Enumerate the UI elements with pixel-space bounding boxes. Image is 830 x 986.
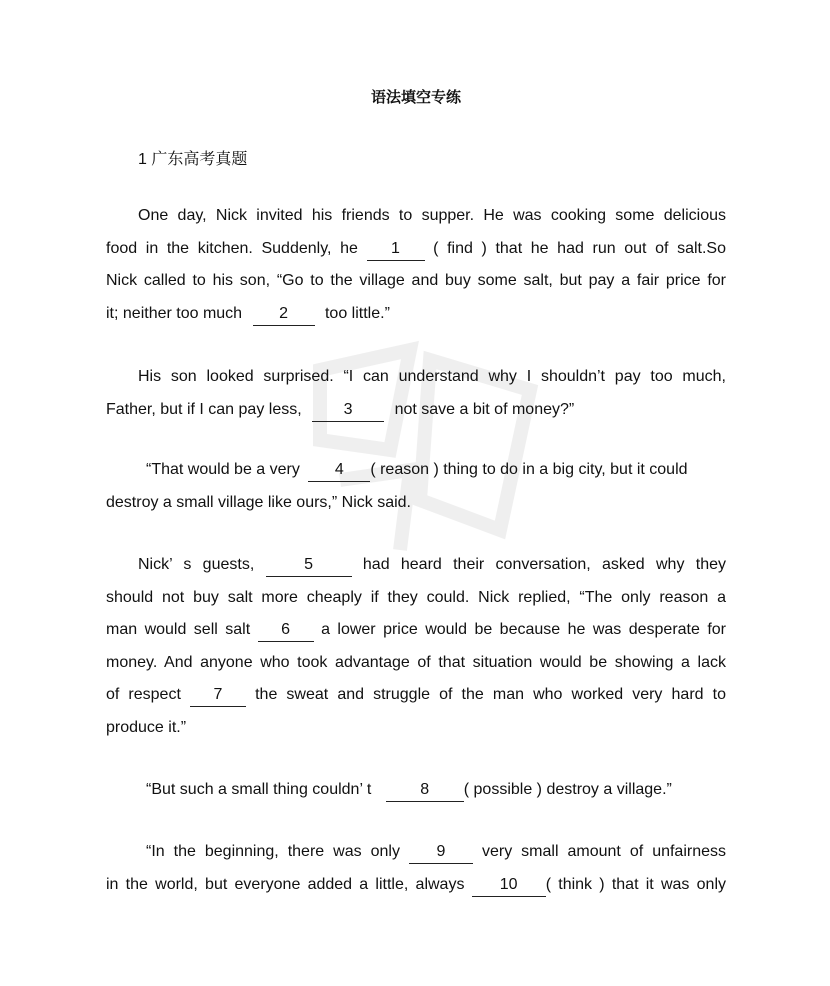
answer-blank-4[interactable]: 4 — [308, 460, 370, 482]
paragraph-4 — [106, 549, 726, 744]
text-line: money. And anyone who took advantage of that situation would be showing a lack — [106, 653, 726, 671]
answer-blank-5[interactable]: 5 — [266, 555, 352, 577]
paragraph-3 — [106, 454, 726, 519]
text-line: produce it.” — [106, 718, 187, 736]
text-line: Nick called to his son, “Go to the village and buy some salt, but pay a fair price for — [106, 272, 726, 289]
answer-blank-10[interactable]: 10 — [472, 875, 546, 897]
text-line: “That would be a very 4 ( reason ) thing to do in a big city, but it could — [106, 454, 726, 487]
paragraph-5 — [106, 774, 726, 807]
text-line: it; neither too much 2 too little.” — [106, 298, 726, 331]
answer-blank-3[interactable]: 3 — [312, 400, 384, 422]
paragraph-1 — [106, 200, 726, 330]
paragraph-6 — [106, 836, 726, 901]
text-line: man would sell salt 6 a lower price would be because he was desperate for — [106, 614, 726, 647]
section-heading: 1 广东高考真题 — [138, 151, 248, 168]
answer-blank-8[interactable]: 8 — [386, 780, 464, 802]
text-line: One day, Nick invited his friends to supper. He was cooking some delicious — [138, 207, 726, 224]
answer-blank-2[interactable]: 2 — [253, 304, 315, 326]
text-line: destroy a small village like ours,” Nick said. — [106, 493, 411, 511]
text-line: of respect 7 the sweat and struggle of the man who worked very hard to — [106, 679, 726, 712]
text-line: Nick’ s guests, 5 had heard their conversation, asked why they — [106, 549, 726, 582]
text-line: Father, but if I can pay less, 3 not save a bit of money?” — [106, 394, 726, 427]
paragraph-2 — [106, 361, 726, 426]
text-line: should not buy salt more cheaply if they could. Nick replied, “The only reason a — [106, 588, 726, 606]
answer-blank-1[interactable]: 1 — [367, 239, 425, 261]
text-line: “But such a small thing couldn’ t 8 ( possible ) destroy a village.” — [106, 774, 726, 807]
answer-blank-6[interactable]: 6 — [258, 620, 314, 642]
answer-blank-9[interactable]: 9 — [409, 842, 473, 864]
text-line: His son looked surprised. “I can understand why I shouldn’t pay too much, — [138, 368, 726, 385]
text-line: “In the beginning, there was only 9 very small amount of unfairness — [106, 836, 726, 869]
text-line: in the world, but everyone added a little, always 10 ( think ) that it was only — [106, 869, 726, 902]
answer-blank-7[interactable]: 7 — [190, 685, 246, 707]
text-line: food in the kitchen. Suddenly, he 1 ( find ) that he had run out of salt.So — [106, 233, 726, 266]
page-title: 语法填空专练 — [370, 89, 461, 106]
